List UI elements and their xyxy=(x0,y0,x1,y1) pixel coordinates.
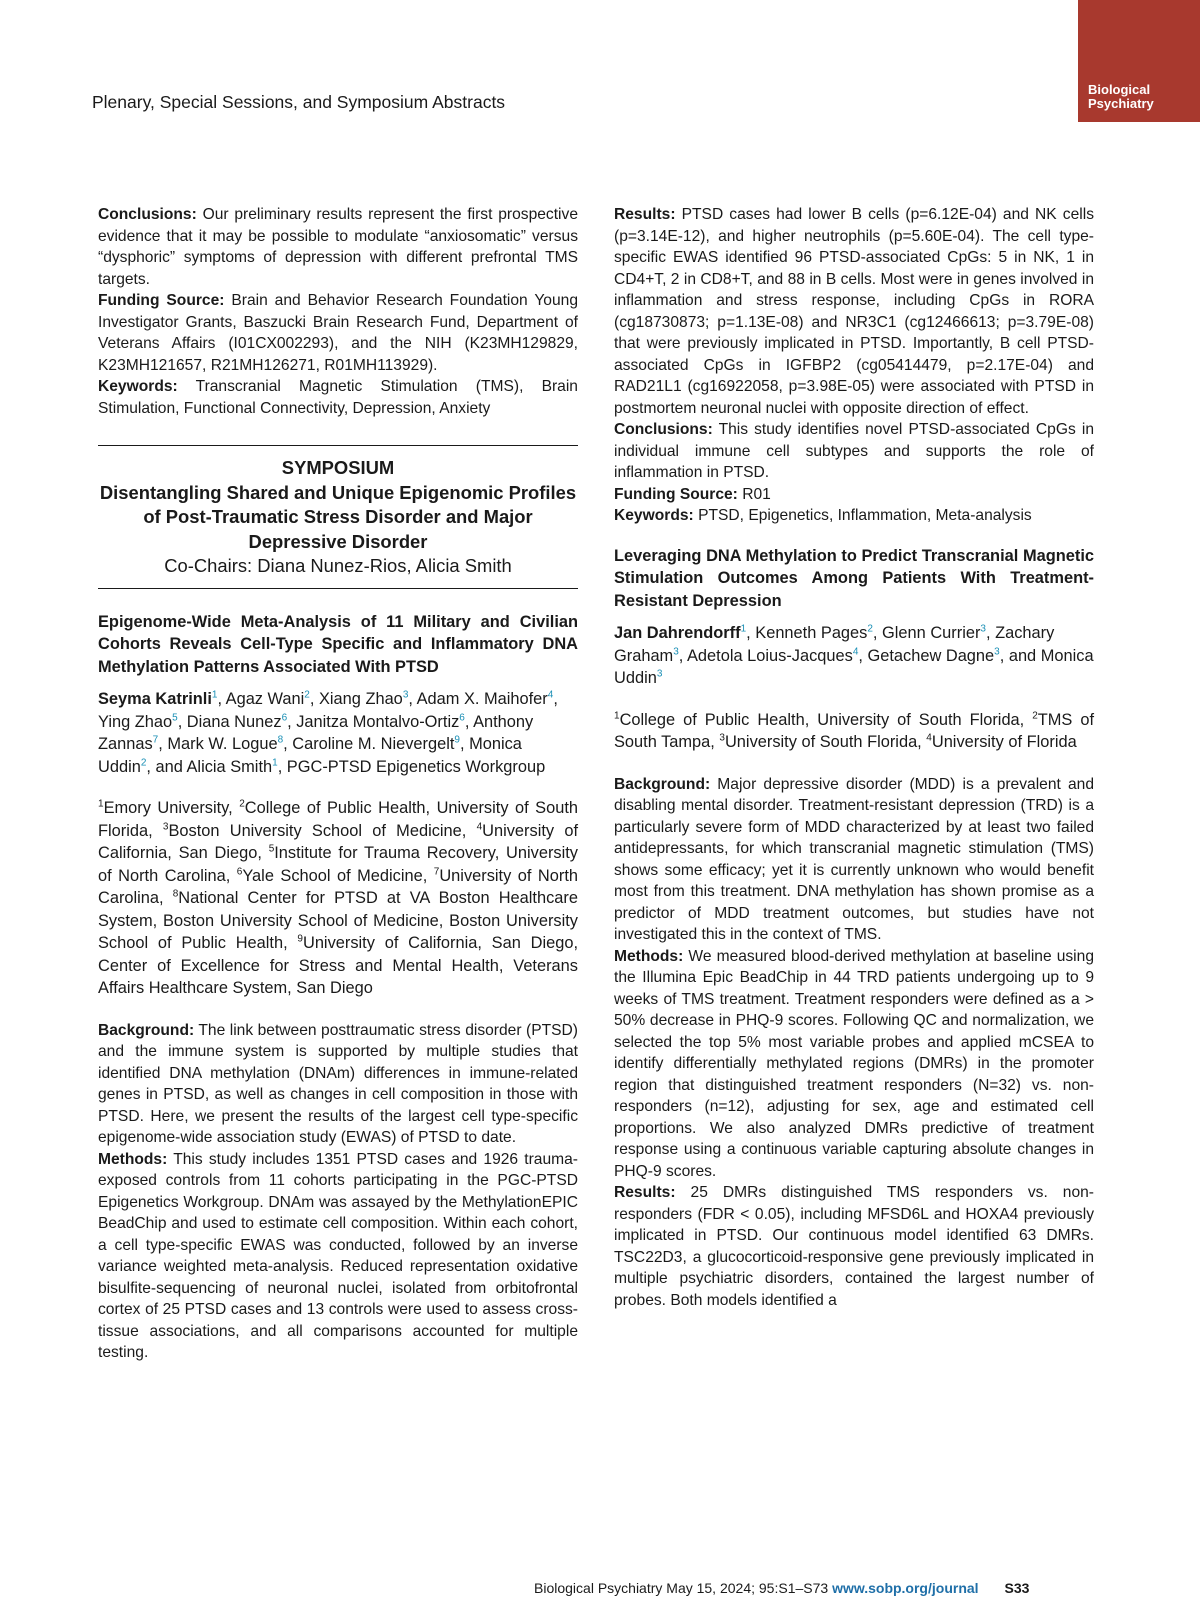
affiliation-link[interactable]: 3 xyxy=(402,689,409,701)
abstract1-keywords: Keywords: PTSD, Epigenetics, Inflammation, Meta-analysis xyxy=(614,507,1032,524)
author-name: Agaz Wani xyxy=(225,690,305,708)
abstract1-affiliations xyxy=(98,797,578,1000)
affiliation-text: College of Public Health, University of South Florida, xyxy=(98,799,579,840)
affiliation-link[interactable]: 8 xyxy=(277,734,284,746)
affiliation-number: 6 xyxy=(236,866,243,878)
abstract2-title: Leveraging DNA Methylation to Predict Transcranial Magnetic Stimulation Outcomes Among Patients With Treatment-Resistant Depression xyxy=(614,546,1094,610)
prev-keywords: Keywords: Transcranial Magnetic Stimulation (TMS), Brain Stimulation, Functional Connectivity, Depression, Anxiety xyxy=(98,378,578,417)
abstract2-methods: Methods: We measured blood-derived methylation at baseline using the Illumina Epic BeadChip in 44 TRD patients undergoing up to 9 weeks of TMS treatment. Treatment responders were defined as a > 50% decrease in PHQ-9 scores. Following QC and normalization, we selected the top 5% most variable probes and applied mCSEA to identify differentially methylated regions (DMRs) in the promoter region that distinguished treatment responders (N=32) vs. non-responders (n=12), adjusting for sex, age and estimated cell proportions. We also analyzed DMRs predictive of treatment response using a continuous variable capturing absolute changes in PHQ-9 scores. xyxy=(614,947,1094,1180)
affiliation-number: 4 xyxy=(476,821,483,833)
left-column xyxy=(98,204,578,1364)
affiliation-link[interactable]: 1 xyxy=(272,757,278,769)
affiliation-link[interactable]: 1 xyxy=(740,623,747,635)
affiliation-text: Boston University School of Medicine, xyxy=(168,821,477,840)
affiliation-link[interactable]: 4 xyxy=(852,646,859,658)
abstract1-title: Epigenome-Wide Meta-Analysis of 11 Military and Civilian Cohorts Reveals Cell-Type Specific and Inflammatory DNA Methylation Patterns Associated With PTSD xyxy=(98,612,578,676)
journal-logo-line1: Biological xyxy=(1088,82,1151,97)
affiliation-number: 1 xyxy=(98,798,104,810)
symposium-header xyxy=(98,456,578,579)
affiliation-text: University of North Carolina, xyxy=(98,866,578,907)
affiliation-number: 3 xyxy=(162,821,169,833)
affiliation-link[interactable]: 3 xyxy=(980,623,986,635)
author-name: Getachew Dagne xyxy=(867,646,995,665)
prev-conclusions: Conclusions: Our preliminary results represent the first prospective evidence that it may be possible to modulate “anxiosomatic” versus “dysphoric” symptoms of depression with different prefrontal TMS targets. xyxy=(98,206,578,288)
affiliation-link[interactable]: 5 xyxy=(172,712,178,724)
author-name: Kenneth Pages xyxy=(755,624,868,642)
affiliation-number: 3 xyxy=(719,732,725,744)
journal-logo-tab xyxy=(1078,0,1200,122)
symposium-label: SYMPOSIUM xyxy=(281,457,395,478)
author-name: and Alicia Smith xyxy=(155,757,273,776)
affiliation-text: College of Public Health, University of South Florida, xyxy=(619,710,1033,729)
abstract2-affiliations xyxy=(614,709,1094,754)
author-name: Caroline M. Nievergelt xyxy=(292,735,455,753)
author-name: Mark W. Logue xyxy=(167,735,278,753)
affiliation-link[interactable]: 3 xyxy=(673,646,679,658)
author-name: Xiang Zhao xyxy=(318,690,403,708)
affiliation-text: University of California, San Diego, xyxy=(98,821,578,862)
page-footer xyxy=(534,1580,1029,1596)
affiliation-number: 7 xyxy=(433,866,440,878)
symposium-top-rule xyxy=(98,445,578,446)
abstract2-background: Background: Major depressive disorder (MDD) is a prevalent and disabling mental disorder. Treatment-resistant depression (TRD) is a particularly severe form of MDD characterized by at least two failed antidepressants, for which transcranial magnetic stimulation (TMS) shows some efficacy; yet it is currently unknown who would benefit most from this treatment. DNA methylation has shown promise as a predictor of MDD treatment outcomes, but studies have not investigated this in the context of TMS. xyxy=(614,775,1094,943)
affiliation-link[interactable]: 3 xyxy=(994,646,1000,658)
affiliation-link[interactable]: 2 xyxy=(140,757,147,769)
author-name: Ying Zhao xyxy=(98,712,173,731)
author-name: Adam X. Maihofer xyxy=(416,690,548,708)
affiliation-text: University of South Florida, xyxy=(724,733,927,751)
abstract2-results: Results: 25 DMRs distinguished TMS responders vs. non-responders (FDR < 0.05), including MFSD6L and HOXA4 previously implicated in PTSD. Our continuous model identified 63 DMRs. TSC22D3, a glucocorticoid-responsive gene previously implicated in multiple psychiatric disorders, contained the largest number of probes. Both models identified a xyxy=(614,1184,1094,1309)
affiliation-number: 5 xyxy=(268,843,275,855)
affiliation-text: Yale School of Medicine, xyxy=(242,866,434,885)
abstract1-methods: Methods: This study includes 1351 PTSD cases and 1926 trauma-exposed controls from 11 cohorts participating in the PGC-PTSD Epigenetics Workgroup. DNAm was assayed by the MethylationEPIC BeadChip and used to estimate cell composition. Within each cohort, a cell type-specific EWAS was conducted, followed by an inverse variance weighted meta-analysis. Reduced representation oxidative bisulfite-sequencing of neuronal nuclei, isolated from orbitofrontal cortex of 25 PTSD cases and 13 controls were used to assess cross-tissue associations, and all comparisons accounted for multiple testing. xyxy=(98,1150,578,1361)
affiliation-number: 8 xyxy=(172,888,179,900)
author-name: Jan Dahrendorff xyxy=(614,624,741,642)
author-name: PGC-PTSD Epigenetics Workgroup xyxy=(286,757,546,776)
page-number: S33 xyxy=(1004,1580,1030,1596)
abstract1-authors: Seyma Katrinli$^1$, Agaz Wani$^2$, Xiang Zhao$^3$, Adam X. Maihofer$^4$, Ying Zhao$^5$, Diana Nunez$^6$, Janitza Montalvo-Ortiz$^6$, Anthony Zannas$^7$, Mark W. Logue$^8$, Caroline M. Nievergelt$^9$, Monica Uddin$^2$, and Alicia Smith$^1$, PGC-PTSD Epigenetics Workgroup xyxy=(98,689,558,776)
affiliation-link[interactable]: 7 xyxy=(152,734,159,746)
author-name: Janitza Montalvo-Ortiz xyxy=(296,712,460,731)
footer-journal-link[interactable]: www.sobp.org/journal xyxy=(832,1580,979,1596)
affiliation-link[interactable]: 9 xyxy=(454,734,460,746)
affiliation-text: University of Florida xyxy=(931,733,1077,751)
affiliation-link[interactable]: 3 xyxy=(656,668,663,680)
affiliation-number: 1 xyxy=(614,710,620,722)
author-name: Diana Nunez xyxy=(186,712,282,731)
abstract1-background: Background: The link between posttraumatic stress disorder (PTSD) and the immune system is supported by multiple studies that identified DNA methylation (DNAm) differences in immune-related genes in PTSD, as well as changes in cell composition in those with PTSD. Here, we present the results of the largest cell type-specific epigenome-wide association study (EWAS) of PTSD to date. xyxy=(98,1021,578,1146)
affiliation-link[interactable]: 1 xyxy=(211,689,218,701)
affiliation-link[interactable]: 2 xyxy=(867,623,873,635)
affiliation-number: 4 xyxy=(926,732,932,744)
journal-logo-line2: Psychiatry xyxy=(1088,96,1154,111)
right-column xyxy=(614,204,1094,1311)
prev-funding: Funding Source: Brain and Behavior Research Foundation Young Investigator Grants, Baszucki Brain Research Fund, Department of Veterans Affairs (I01CX002293), and the NIH (K23MH129829, K23MH121657, R21MH126271, R01MH113929). xyxy=(98,292,579,374)
affiliation-text: Emory University, xyxy=(103,799,240,817)
affiliation-text: National Center for PTSD at VA Boston Healthcare System, Boston University School of Medicine, Boston University School of Public Health, xyxy=(98,889,578,952)
affiliation-text: Institute for Trauma Recovery, University of North Carolina, xyxy=(98,844,578,885)
author-name: Monica Uddin xyxy=(98,735,522,776)
symposium-bottom-rule xyxy=(98,588,578,589)
author-name: and Monica Uddin xyxy=(614,646,1094,687)
abstract1-results: Results: PTSD cases had lower B cells (p=6.12E-04) and NK cells (p=3.14E-12), and higher neutrophils (p=5.60E-04). The cell type-specific EWAS identified 96 PTSD-associated CpGs: 5 in NK, 1 in CD4+T, 2 in CD8+T, and 88 in B cells. Most were in genes involved in inflammation and stress response, including CpGs in RORA (cg18730873; p=1.13E-08) and NR3C1 (cg12466613; p=3.79E-08) that were previously implicated in PTSD. Importantly, B cell PTSD-associated CpGs in IGFBP2 (cg05414479, p=2.17E-04) and RAD21L1 (cg16922058, p=3.98E-05) were associated with PTSD in postmortem neuronal nuclei with opposite direction of effect. xyxy=(614,206,1094,417)
affiliation-link[interactable]: 2 xyxy=(304,689,310,701)
author-name: Anthony Zannas xyxy=(98,712,534,753)
affiliation-link[interactable]: 4 xyxy=(547,689,554,701)
affiliation-text: University of California, San Diego, Center of Excellence for Stress and Mental Health, Veterans Affairs Healthcare System, San Diego xyxy=(98,934,578,997)
affiliation-link[interactable]: 6 xyxy=(281,712,288,724)
abstract2-authors: Jan Dahrendorff$^1$, Kenneth Pages$^2$, Glenn Currier$^3$, Zachary Graham$^3$, Adetola Loius-Jacques$^4$, Getachew Dagne$^3$, and Monica Uddin$^3$ xyxy=(614,623,1094,687)
abstract1-conclusions: Conclusions: This study identifies novel PTSD-associated CpGs in individual immune cell subtypes and supports the role of inflammation in PTSD. xyxy=(614,421,1094,481)
author-name: Zachary Graham xyxy=(614,624,1055,665)
symposium-chairs: Co-Chairs: Diana Nunez-Rios, Alicia Smith xyxy=(164,555,512,576)
affiliation-link[interactable]: 6 xyxy=(459,712,465,724)
author-name: Glenn Currier xyxy=(882,624,981,642)
affiliation-number: 9 xyxy=(297,933,303,945)
affiliation-number: 2 xyxy=(1032,710,1038,722)
affiliation-number: 2 xyxy=(239,798,245,810)
author-name: Seyma Katrinli xyxy=(98,690,212,708)
author-name: Adetola Loius-Jacques xyxy=(686,646,853,665)
running-head: Plenary, Special Sessions, and Symposium Abstracts xyxy=(92,92,506,112)
abstract1-funding: Funding Source: R01 xyxy=(614,485,771,503)
affiliation-text: TMS of South Tampa, xyxy=(614,710,1094,751)
footer-citation: Biological Psychiatry May 15, 2024; 95:S1–S73 xyxy=(534,1580,833,1596)
symposium-title: Disentangling Shared and Unique Epigenomic Profiles of Post-Traumatic Stress Disorder and Major Depressive Disorder xyxy=(99,481,577,552)
